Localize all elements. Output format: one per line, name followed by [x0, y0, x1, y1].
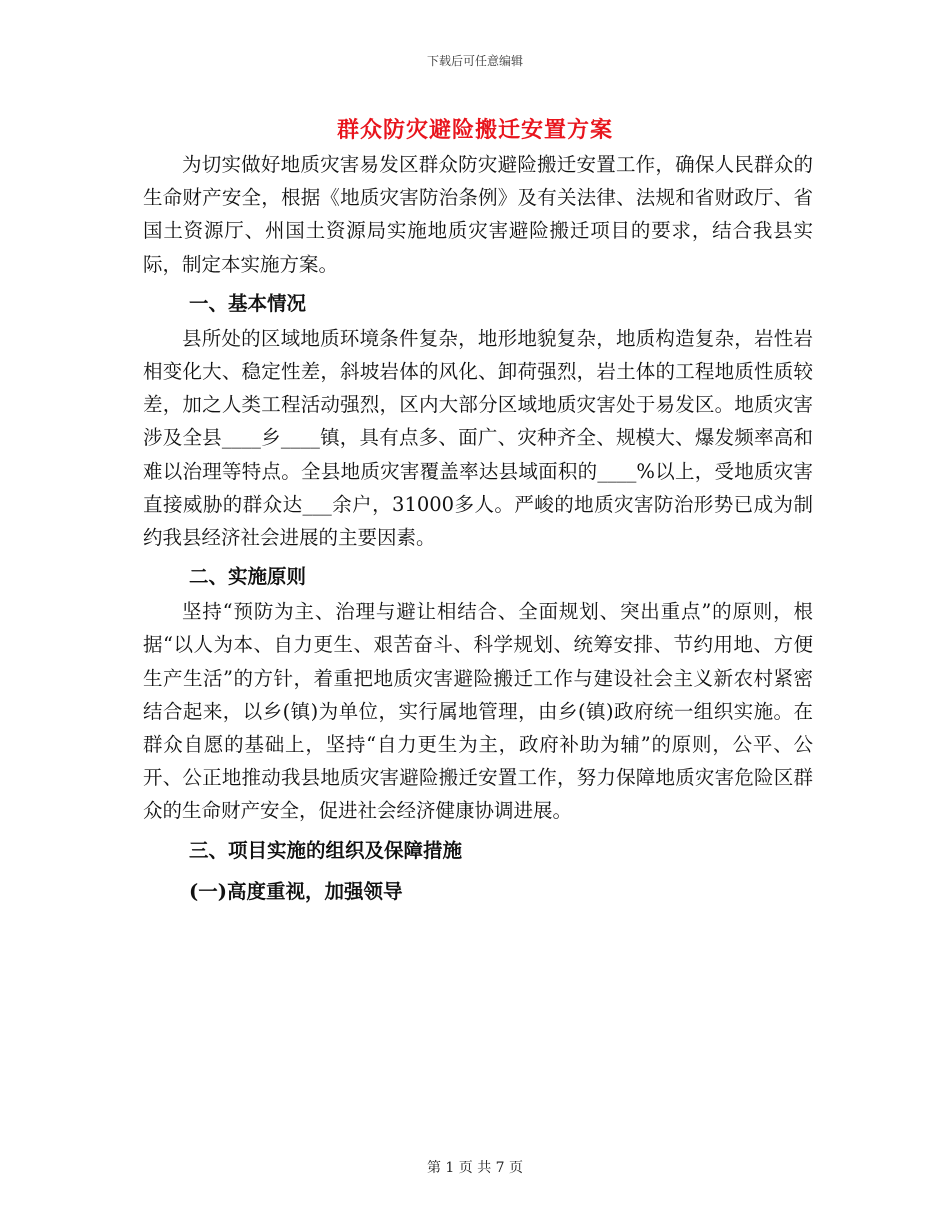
document-title: 群众防灾避险搬迁安置方案 — [336, 117, 613, 143]
section-1-heading: 一、基本情况 — [189, 291, 307, 315]
section-2-paragraph: 坚持“预防为主、治理与避让相结合、全面规划、突出重点”的原则，根据“以人为本、自力更生、艰苦奋斗、科学规划、统筹安排、节约用地、方便生产生活”的方针，着重把地质灾害避险搬迁工作与建设社会主义新农村紧密结合起来，以乡(镇)为单位，实行属地管理，由乡(镇)政府统一组织实施。在群众自愿的基础上，坚持“自力更生为主，政府补助为辅”的原则，公平、公开、公正地推动我县地质灾害避险搬迁安置工作，努力保障地质灾害危险区群众的生命财产安全，促进社会经济健康协调进展。 — [143, 600, 813, 823]
page-header: 下载后可任意编辑 — [426, 54, 523, 68]
section-1-paragraph: 县所处的区域地质环境条件复杂，地形地貌复杂，地质构造复杂，岩性岩相变化大、稳定性差，斜坡岩体的风化、卸荷强烈，岩土体的工程地质性质较差，加之人类工程活动强烈，区内大部分区域地质灾害处于易发区。地质灾害涉及全县____乡____镇，具有点多、面广、灾种齐全、规模大、爆发频率高和难以治理等特点。全县地质灾害覆盖率达县域面积的____%以上，受地质灾害直接威胁的群众达___余户，31000多人。严峻的地质灾害防治形势已成为制约我县经济社会进展的主要因素。 — [143, 326, 813, 550]
section-3-subheading-1: (一)高度重视，加强领导 — [189, 879, 403, 903]
section-3-heading: 三、项目实施的组织及保障措施 — [189, 838, 463, 862]
page-footer: 第 1 页 共 7 页 — [426, 1160, 524, 1176]
section-2-heading: 二、实施原则 — [189, 565, 307, 589]
document-body — [143, 148, 813, 910]
intro-paragraph: 为切实做好地质灾害易发区群众防灾避险搬迁安置工作，确保人民群众的生命财产安全，根据《地质灾害防治条例》及有关法律、法规和省财政厅、省国土资源厅、州国土资源局实施地质灾害避险搬迁项目的要求，结合我县实际，制定本实施方案。 — [143, 153, 813, 276]
